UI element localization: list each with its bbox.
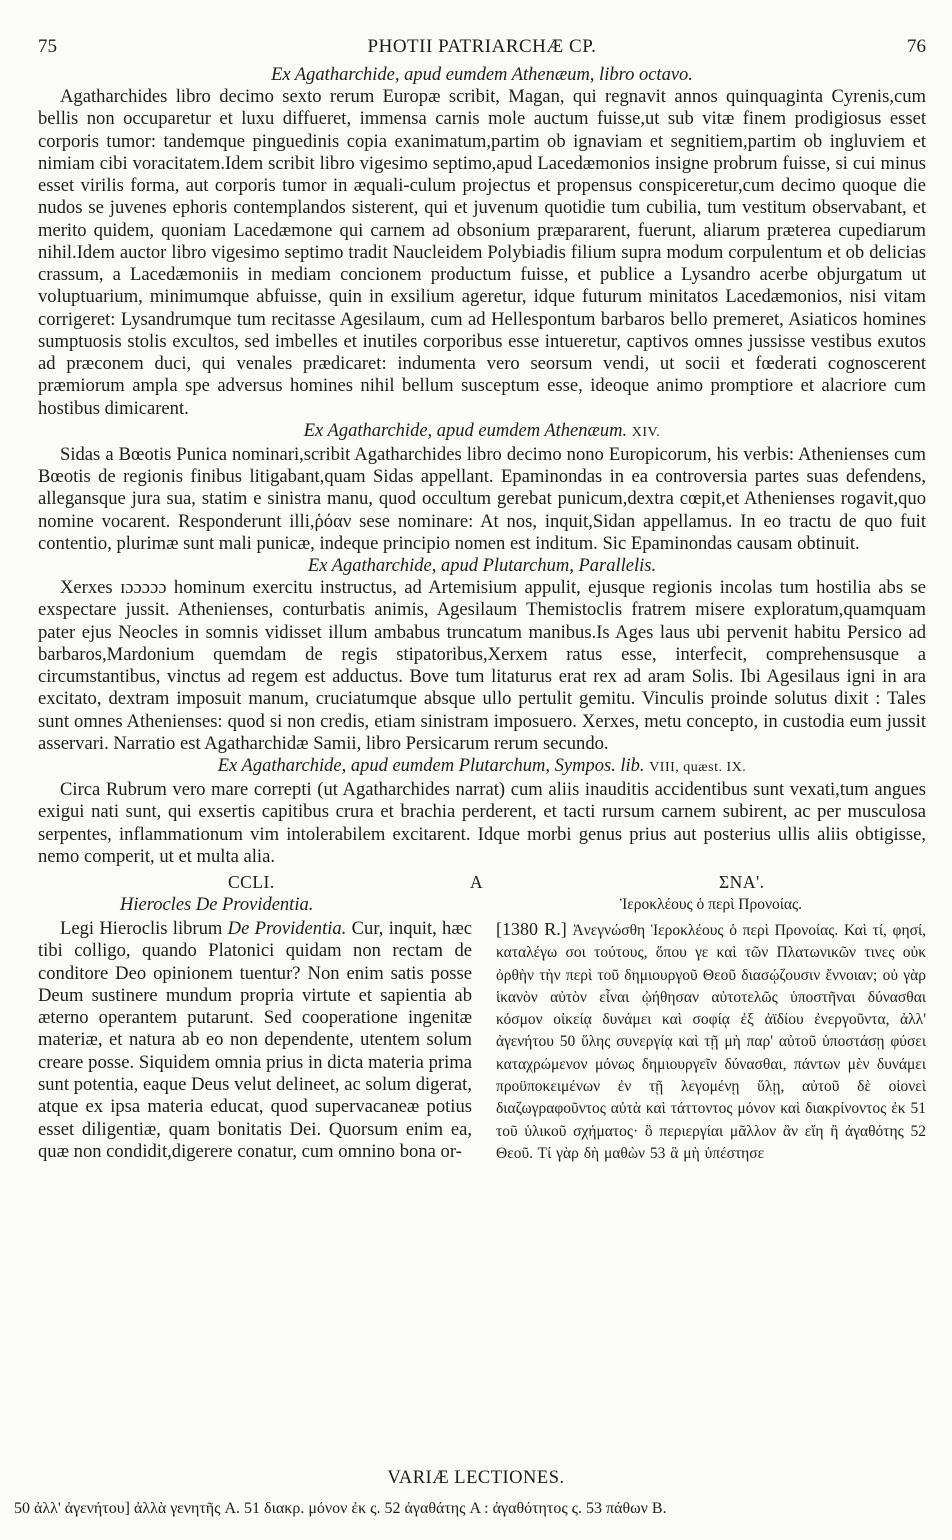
section-4 bbox=[38, 755, 926, 868]
latin-column bbox=[38, 894, 472, 1163]
latin-text-start: Legi Hieroclis librum bbox=[60, 918, 228, 939]
latin-book-title: De Providentia. bbox=[227, 918, 347, 939]
section-text: Xerxes ɪɔɔɔɔɔ hominum exercitu instructus, ad Artemisium appulit, ejusque regionis incolas tum hostilia abs se exspectare jussit. Athenienses, conturbatis animis, Agesilaum Themistoclis fratrem misere exploratum,quamquam pater ejus Neocles in somnis vidisset illum ambabus truncatum manibus.Is Ages laus ubi pervenit habitu Persico ad barbaros,Mardonium quemdam de regis stipatoribus,Xerxem ratus esse, interfecit, comprehensusque a circumstantibus, vinctus ad regem est adductus. Bove tum litaturus erat rex ad aram Solis. Ibi Agesilaus igni in ara excitato, dextram imposuit manum, cruciatumque absque ullo pertulit gemitu. Vinculis proinde solutus dixit : Tales sunt omnes Athenienses: quod si non credis, etiam sinistram imposuero. Xerxes, metu concepto, in custodia eum jussit asservari. Narratio est Agatharchidæ Samii, libro Persicarum rerum secundo. bbox=[38, 577, 926, 754]
page-number-right: 76 bbox=[907, 36, 926, 57]
section-text: Sidas a Bœotis Punica nominari,scribit Agatharchides libro decimo nono Europicorum, his verbis: Athenienses cum Bœotis de regionis finibus litigabant,quam Sidas appellant. Epaminondas in ea controversia partes suas defendens, allegansque jura sua, statim e sinistra manu, quod occultum gerebat punicum,dextra cœpit,et Athenienses rogavit,quo nomine vocarent. Responderunt illi,ῥόαν sese nominare: At nos, inquit,Sidan appellamus. In eo tractu de quo fuit contentio, plurimæ sunt mali punicæ, indeque principio nomen est inditum. Sic Epaminondas causam obtinuit. bbox=[38, 443, 926, 554]
column-letter: A bbox=[470, 872, 483, 892]
section-2 bbox=[38, 420, 926, 555]
edition-page-marker: [1380 R.] bbox=[496, 919, 567, 939]
codex-number-latin: CCLI. bbox=[228, 872, 275, 892]
two-column-section bbox=[38, 872, 926, 1162]
section-heading-text: Ex Agatharchide, apud eumdem Athenæum. bbox=[303, 420, 628, 441]
codex-number-greek: ΣΝΑ'. bbox=[719, 872, 765, 892]
greek-heading: Ἱεροκλέους ὁ περὶ Προνοίας. bbox=[619, 896, 803, 913]
section-heading-suffix: VIII, quæst. IX. bbox=[649, 760, 747, 775]
section-3 bbox=[38, 555, 926, 755]
section-text: Agatharchides libro decimo sexto rerum Europæ scribit, Magan, qui regnavit annos quinquaginta Cyrenis,cum bellis non occuparetur et luxu diffueret, immensa carnis mole auctum fuisse,ut sub vitæ finem prodigiosus esset corporis tumor: tandemque pinguedinis copia exanimatum,partim ob ignaviam et segnitiem,partim ob ingluviem et nimiam cibi voracitatem.Idem scribit libro vigesimo septimo,apud Lacedæmonios insigne probrum fuisse, si cui minus esset virilis forma, aut corporis tumor in æquali-culum projectus et propensus conspiceretur,cum decimo quoque die nudos se juvenes ephoris contemplandos sisterent, qui et juvenum quotidie tum cubilia, tum vestitum observabant, et merito quidem, quoniam Lacedæmone qui carnem ad obsonium præpararent, fuerunt, aliarum præterea cupediarum nihil.Idem auctor libro vigesimo septimo tradit Naucleidem Polybiadis filium supra modum corpulentum et ob delicias crassum, a Lacedæmoniis in mediam concionem productum fuisse, et publice a Lysandro acerbe objurgatum ut voluptuarium, minimumque abfuisse, quin in exsilium ageretur, idque futurum minitatos Lacedæmonios, nisi vitam corrigeret: Lysandrumque tum recitasse Agesilaum, cum ad Hellespontum barbaros bello premeret, Asiaticos homines sumptuosis stolis excultos, sed imbelles et inutiles corporibus esse intueretur, captivos omnes jussisse vestibus exutos ad præconem duci, qui venales prædicaret: indumenta vero seorsum vendi, ut socii et fœderati cognoscerent præmiorum ampla spe adversus homines nihil bellum susceptum esse, ideoque animo promptiore et alacriore cum hostibus dimicarent. bbox=[38, 86, 926, 419]
page-number-left: 75 bbox=[38, 36, 57, 57]
greek-text-body: Ἀνεγνώσθη Ἱεροκλέους ὁ περὶ Προνοίας. Καὶ τί, φησί, καταλέγω σοι τούτους, ὅπου γε καὶ τῶν Πλατωνικῶν τινες οὐκ ὀρθὴν τὴν περὶ τοῦ δημιουργοῦ Θεοῦ διασῴζουσιν ἔννοιαν; οὐ γὰρ ἱκανὸν αὐτὸν εἶναι ᾠήθησαν αὐτοτελῶς ὑποστῆναι δύνασθαι κόσμον οἰκείᾳ δυνάμει καὶ σοφίᾳ ἐξ ἀϊδίου ἐνεργοῦντα, ἀλλ' ἀγενήτου 50 ὕλης συνεργίᾳ καὶ τῇ μὴ παρ' αὐτοῦ ὑποστάσῃ φύσει καταχρώμενον μόνως δημιουργεῖν δύνασθαι, πάντων μὲν δυνάμει προϋποκειμένων ἐν τῇ λεγομένῃ ὕλῃ, αὐτοῦ δὲ οἱονεὶ διαζωγραφοῦντος αὐτὰ καὶ τάττοντος μόνον καὶ διακρίνοντος ἐκ 51 τοῦ ὑλικοῦ σχήματος· ὃ περιεργίαι μᾶλλον ἂν εἴη ἢ ἀγαθότης 52 Θεοῦ. Τί γὰρ δὴ μαθὼν 53 ἃ μὴ ὑπέστησε bbox=[496, 922, 926, 1162]
section-1 bbox=[38, 64, 926, 420]
running-header bbox=[38, 0, 926, 64]
variae-lectiones-notes: 50 ἀλλ' ἀγενήτου] ἀλλὰ γενητῆς A. 51 διακρ. μόνον ἐκ ς. 52 ἀγαθάτης A : ἀγαθότητος ς. 53 πάθων B. bbox=[14, 1500, 667, 1517]
section-heading-text: Ex Agatharchide, apud eumdem Athenæum, libro octavo. bbox=[271, 65, 693, 85]
greek-text bbox=[496, 918, 926, 1165]
latin-text bbox=[38, 918, 472, 1163]
section-heading bbox=[38, 755, 926, 779]
section-heading bbox=[38, 64, 926, 86]
variae-lectiones-heading: VARIÆ LECTIONES. bbox=[387, 1468, 565, 1488]
section-heading-suffix: XIV. bbox=[631, 424, 661, 440]
section-heading bbox=[38, 420, 926, 444]
page-title: PHOTII PATRIARCHÆ CP. bbox=[367, 36, 597, 57]
latin-text-body: Cur, inquit, hæc tibi colligo, quando Platonici quidam non rectam de conditore Deo opinionem tuentur? Non enim satis posse Deum sustinere mundum propria virtute et sapientia ab æterno operantem putarunt. Sed cooperatione ingenitæ materiæ, et natura ab eo non dependente, utentem solum creare posse. Siquidem omnia prius in dicta materia prima sunt potentia, eaque Deus velut delineet, ac solum digerat, atque ex ipsa materia educat, quod supervacaneæ potius esset diligentiæ, quam bonitatis Dei. Quorsum enim ea, quæ non condidit,digerere conatur, cum omnino bona or- bbox=[38, 918, 472, 1162]
section-heading-text: Ex Agatharchide, apud Plutarchum, Parallelis. bbox=[307, 556, 657, 576]
section-text: Circa Rubrum vero mare correpti (ut Agatharchides narrat) cum aliis inauditis accidentibus sunt vexati,tum angues exigui nati sunt, qui exsertis capitibus crura et brachia perderent, et tacti rursum carnem subirent, ac per musculosa serpentes, inflammationum vim intolerabilem excitarent. Idque morbi genus prius aut posterius ullis aliis obtigisse, nemo comperit, ut et multa alia. bbox=[38, 779, 926, 867]
section-heading-text: Ex Agatharchide, apud eumdem Plutarchum, Sympos. lib. bbox=[217, 756, 645, 776]
greek-column bbox=[496, 894, 926, 1165]
column-marks bbox=[38, 872, 926, 894]
section-heading bbox=[38, 555, 926, 577]
latin-heading: Hierocles De Providentia. bbox=[120, 895, 314, 915]
